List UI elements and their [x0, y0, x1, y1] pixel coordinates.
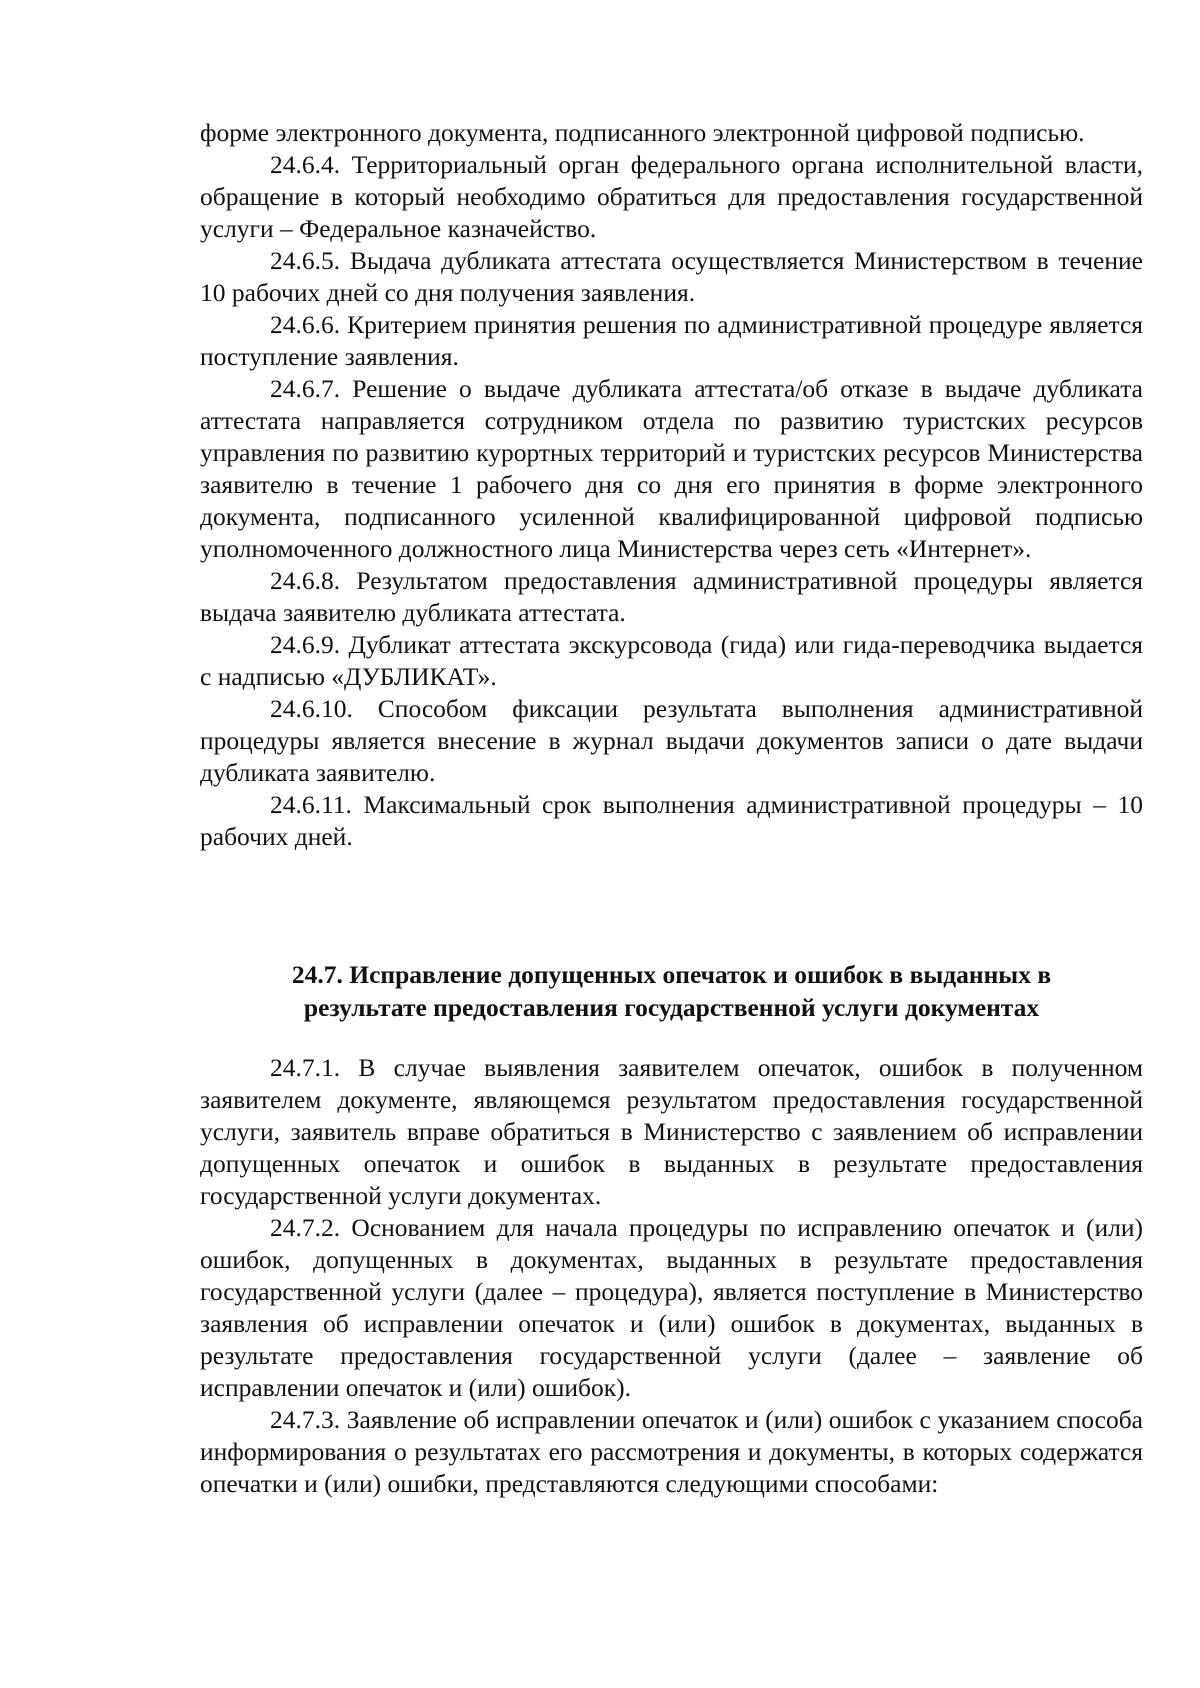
paragraph-24-7-2: 24.7.2. Основанием для начала процедуры по исправлению опечаток и (или) ошибок, допущенных в документах, выданных в результате предоставления государственной услуги (далее – процедура), является поступление в Министерство заявления об исправлении опечаток и (или) ошибок в документах, выданных в результате предоставления государственной услуги (далее – заявление об исправлении опечаток и (или) ошибок). — [200, 1213, 1143, 1402]
paragraph-24-6-9: 24.6.9. Дубликат аттестата экскурсовода (гида) или гида-переводчика выдается с надписью «ДУБЛИКАТ». — [200, 630, 1143, 691]
paragraph-24-7-1: 24.7.1. В случае выявления заявителем опечаток, ошибок в полученном заявителем документе, являющемся результатом предоставления государственной услуги, заявитель вправе обратиться в Министерство с заявлением об исправлении допущенных опечаток и ошибок в выданных в результате предоставления государственной услуги документах. — [200, 1053, 1143, 1210]
paragraph-24-7-3: 24.7.3. Заявление об исправлении опечаток и (или) ошибок с указанием способа информирования о результатах его рассмотрения и документы, в которых содержатся опечатки и (или) ошибки, представляются следующими способами: — [200, 1405, 1143, 1498]
section-24-6-text — [200, 117, 1143, 853]
paragraph-24-6-4: 24.6.4. Территориальный орган федерального органа исполнительной власти, обращение в который необходимо обратиться для предоставления государственной услуги – Федеральное казначейство. — [200, 150, 1143, 243]
paragraph-24-6-8: 24.6.8. Результатом предоставления административной процедуры является выдача заявителю дубликата аттестата. — [200, 566, 1143, 627]
paragraph-24-6-11: 24.6.11. Максимальный срок выполнения административной процедуры – 10 рабочих дней. — [200, 790, 1143, 851]
section-24-7-text — [200, 1052, 1143, 1500]
section-24-7-heading — [200, 958, 1143, 1024]
paragraph-24-6-10: 24.6.10. Способом фиксации результата выполнения административной процедуры является внесение в журнал выдачи документов записи о дате выдачи дубликата заявителю. — [200, 694, 1143, 787]
paragraph-24-6-5: 24.6.5. Выдача дубликата аттестата осуществляется Министерством в течение 10 рабочих дней со дня получения заявления. — [200, 246, 1143, 307]
heading-line-2: результате предоставления государственной услуги документах — [303, 993, 1040, 1022]
heading-line-1: 24.7. Исправление допущенных опечаток и ошибок в выданных в — [291, 960, 1052, 989]
paragraph-24-6-7: 24.6.7. Решение о выдаче дубликата аттестата/об отказе в выдаче дубликата аттестата направляется сотрудником отдела по развитию туристских ресурсов управления по развитию курортных территорий и туристских ресурсов Министерства заявителю в течение 1 рабочего дня со дня его принятия в форме электронного документа, подписанного усиленной квалифицированной цифровой подписью уполномоченного должностного лица Министерства через сеть «Интернет». — [200, 374, 1143, 563]
paragraph-continuation: форме электронного документа, подписанного электронной цифровой подписью. — [200, 118, 1085, 147]
paragraph-24-6-6: 24.6.6. Критерием принятия решения по административной процедуре является поступление заявления. — [200, 310, 1143, 371]
